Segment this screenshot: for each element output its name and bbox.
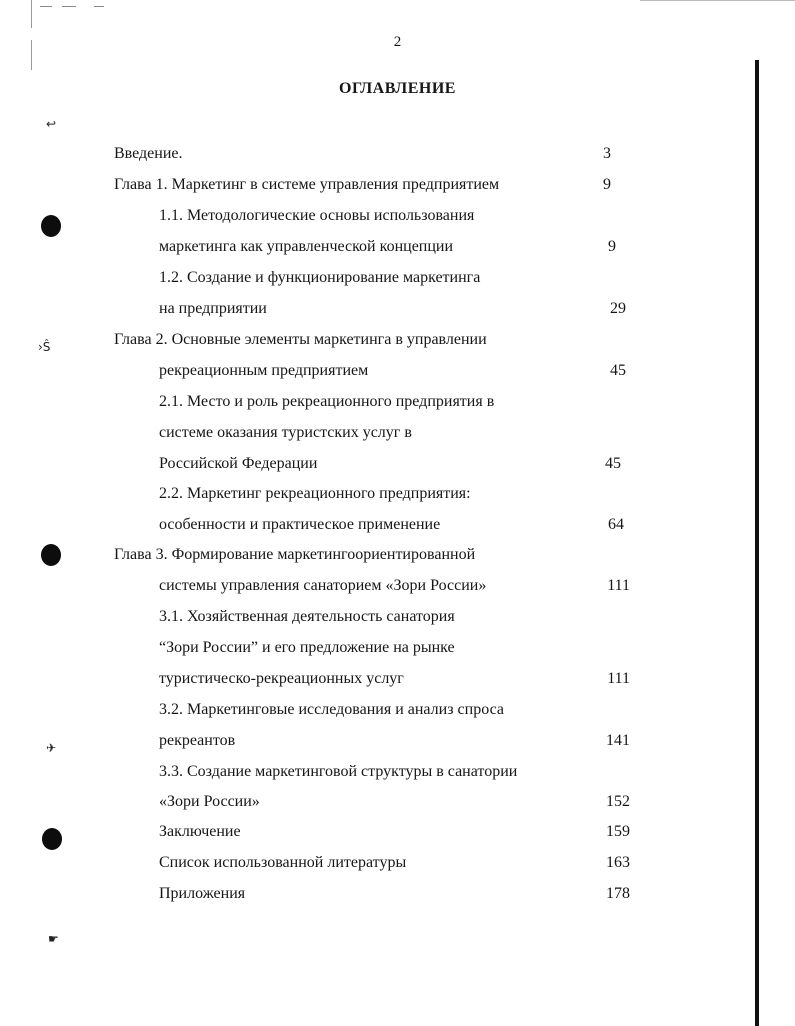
toc-entry-text: рекреационным предприятием: [159, 362, 369, 379]
toc-entry-text: 1.1. Методологические основы использования: [159, 207, 475, 224]
toc-entry-text: Введение.: [114, 145, 183, 162]
toc-entry-text: Глава 2. Основные элементы маркетинга в управлении: [114, 331, 487, 348]
page-number: 2: [393, 34, 402, 50]
binder-mark: ✈: [46, 741, 57, 755]
toc-entry-text: Глава 3. Формирование маркетингоориентированной: [114, 546, 476, 563]
scan-artifact: [640, 0, 795, 1]
toc-entry-text: особенности и практическое применение: [159, 516, 441, 533]
toc-entry-page: 64: [608, 516, 624, 533]
toc-entry-page: 159: [606, 823, 630, 840]
toc-entry-text: Заключение: [159, 823, 241, 840]
toc-entry-text: 2.2. Маркетинг рекреационного предприятия:: [159, 485, 471, 502]
toc-entry-page: 29: [610, 300, 626, 317]
toc-entry-text: Российской Федерации: [159, 455, 318, 472]
toc-entry-page: 152: [606, 793, 630, 810]
toc-entry-page: 9: [603, 176, 611, 193]
scan-artifact: [62, 6, 76, 7]
toc-entry-text: Список использованной литературы: [159, 854, 407, 871]
scan-artifact: [94, 6, 104, 7]
punch-hole: [41, 215, 61, 237]
toc-entry-text: рекреантов: [159, 732, 236, 749]
toc-entry-page: 111: [607, 577, 630, 594]
punch-hole: [42, 828, 62, 850]
toc-entry-text: на предприятии: [159, 300, 267, 317]
binder-mark: ›Ŝ: [38, 340, 51, 354]
toc-entry-text: 3.1. Хозяйственная деятельность санатория: [159, 608, 455, 625]
toc-entry-page: 3: [603, 145, 611, 162]
toc-entry-text: «Зори России»: [159, 793, 260, 810]
scan-artifact: [40, 6, 52, 7]
toc-entry-text: системе оказания туристских услуг в: [159, 424, 412, 441]
toc-entry-text: системы управления санаторием «Зори России»: [159, 577, 487, 594]
toc-entry-text: Приложения: [159, 885, 246, 902]
toc-entry-page: 111: [607, 670, 630, 687]
toc-entry-text: 3.2. Маркетинговые исследования и анализ спроса: [159, 701, 504, 718]
toc-entry-page: 9: [608, 238, 616, 255]
toc-entry-text: туристическо-рекреационных услуг: [159, 670, 404, 687]
toc-entry-page: 141: [606, 732, 630, 749]
toc-entry-text: маркетинга как управленческой концепции: [159, 238, 454, 255]
page-title: ОГЛАВЛЕНИЕ: [339, 80, 456, 97]
toc-entry-page: 163: [606, 854, 630, 871]
scan-artifact: [31, 0, 32, 28]
toc-entry-text: 3.3. Создание маркетинговой структуры в санатории: [159, 763, 518, 780]
toc-entry-page: 45: [610, 362, 626, 379]
toc-entry-text: 2.1. Место и роль рекреационного предприятия в: [159, 393, 495, 410]
binder-mark: ☛: [48, 932, 59, 946]
punch-hole: [41, 544, 61, 566]
toc-entry-text: Глава 1. Маркетинг в системе управления предприятием: [114, 176, 500, 193]
toc-entry-text: “Зори России” и его предложение на рынке: [159, 639, 455, 656]
toc-entry-page: 178: [606, 885, 630, 902]
binder-mark: ↩: [46, 117, 57, 131]
toc-entry-text: 1.2. Создание и функционирование маркетинга: [159, 269, 481, 286]
page-edge-shadow: [755, 60, 759, 1026]
toc-entry-page: 45: [605, 455, 621, 472]
